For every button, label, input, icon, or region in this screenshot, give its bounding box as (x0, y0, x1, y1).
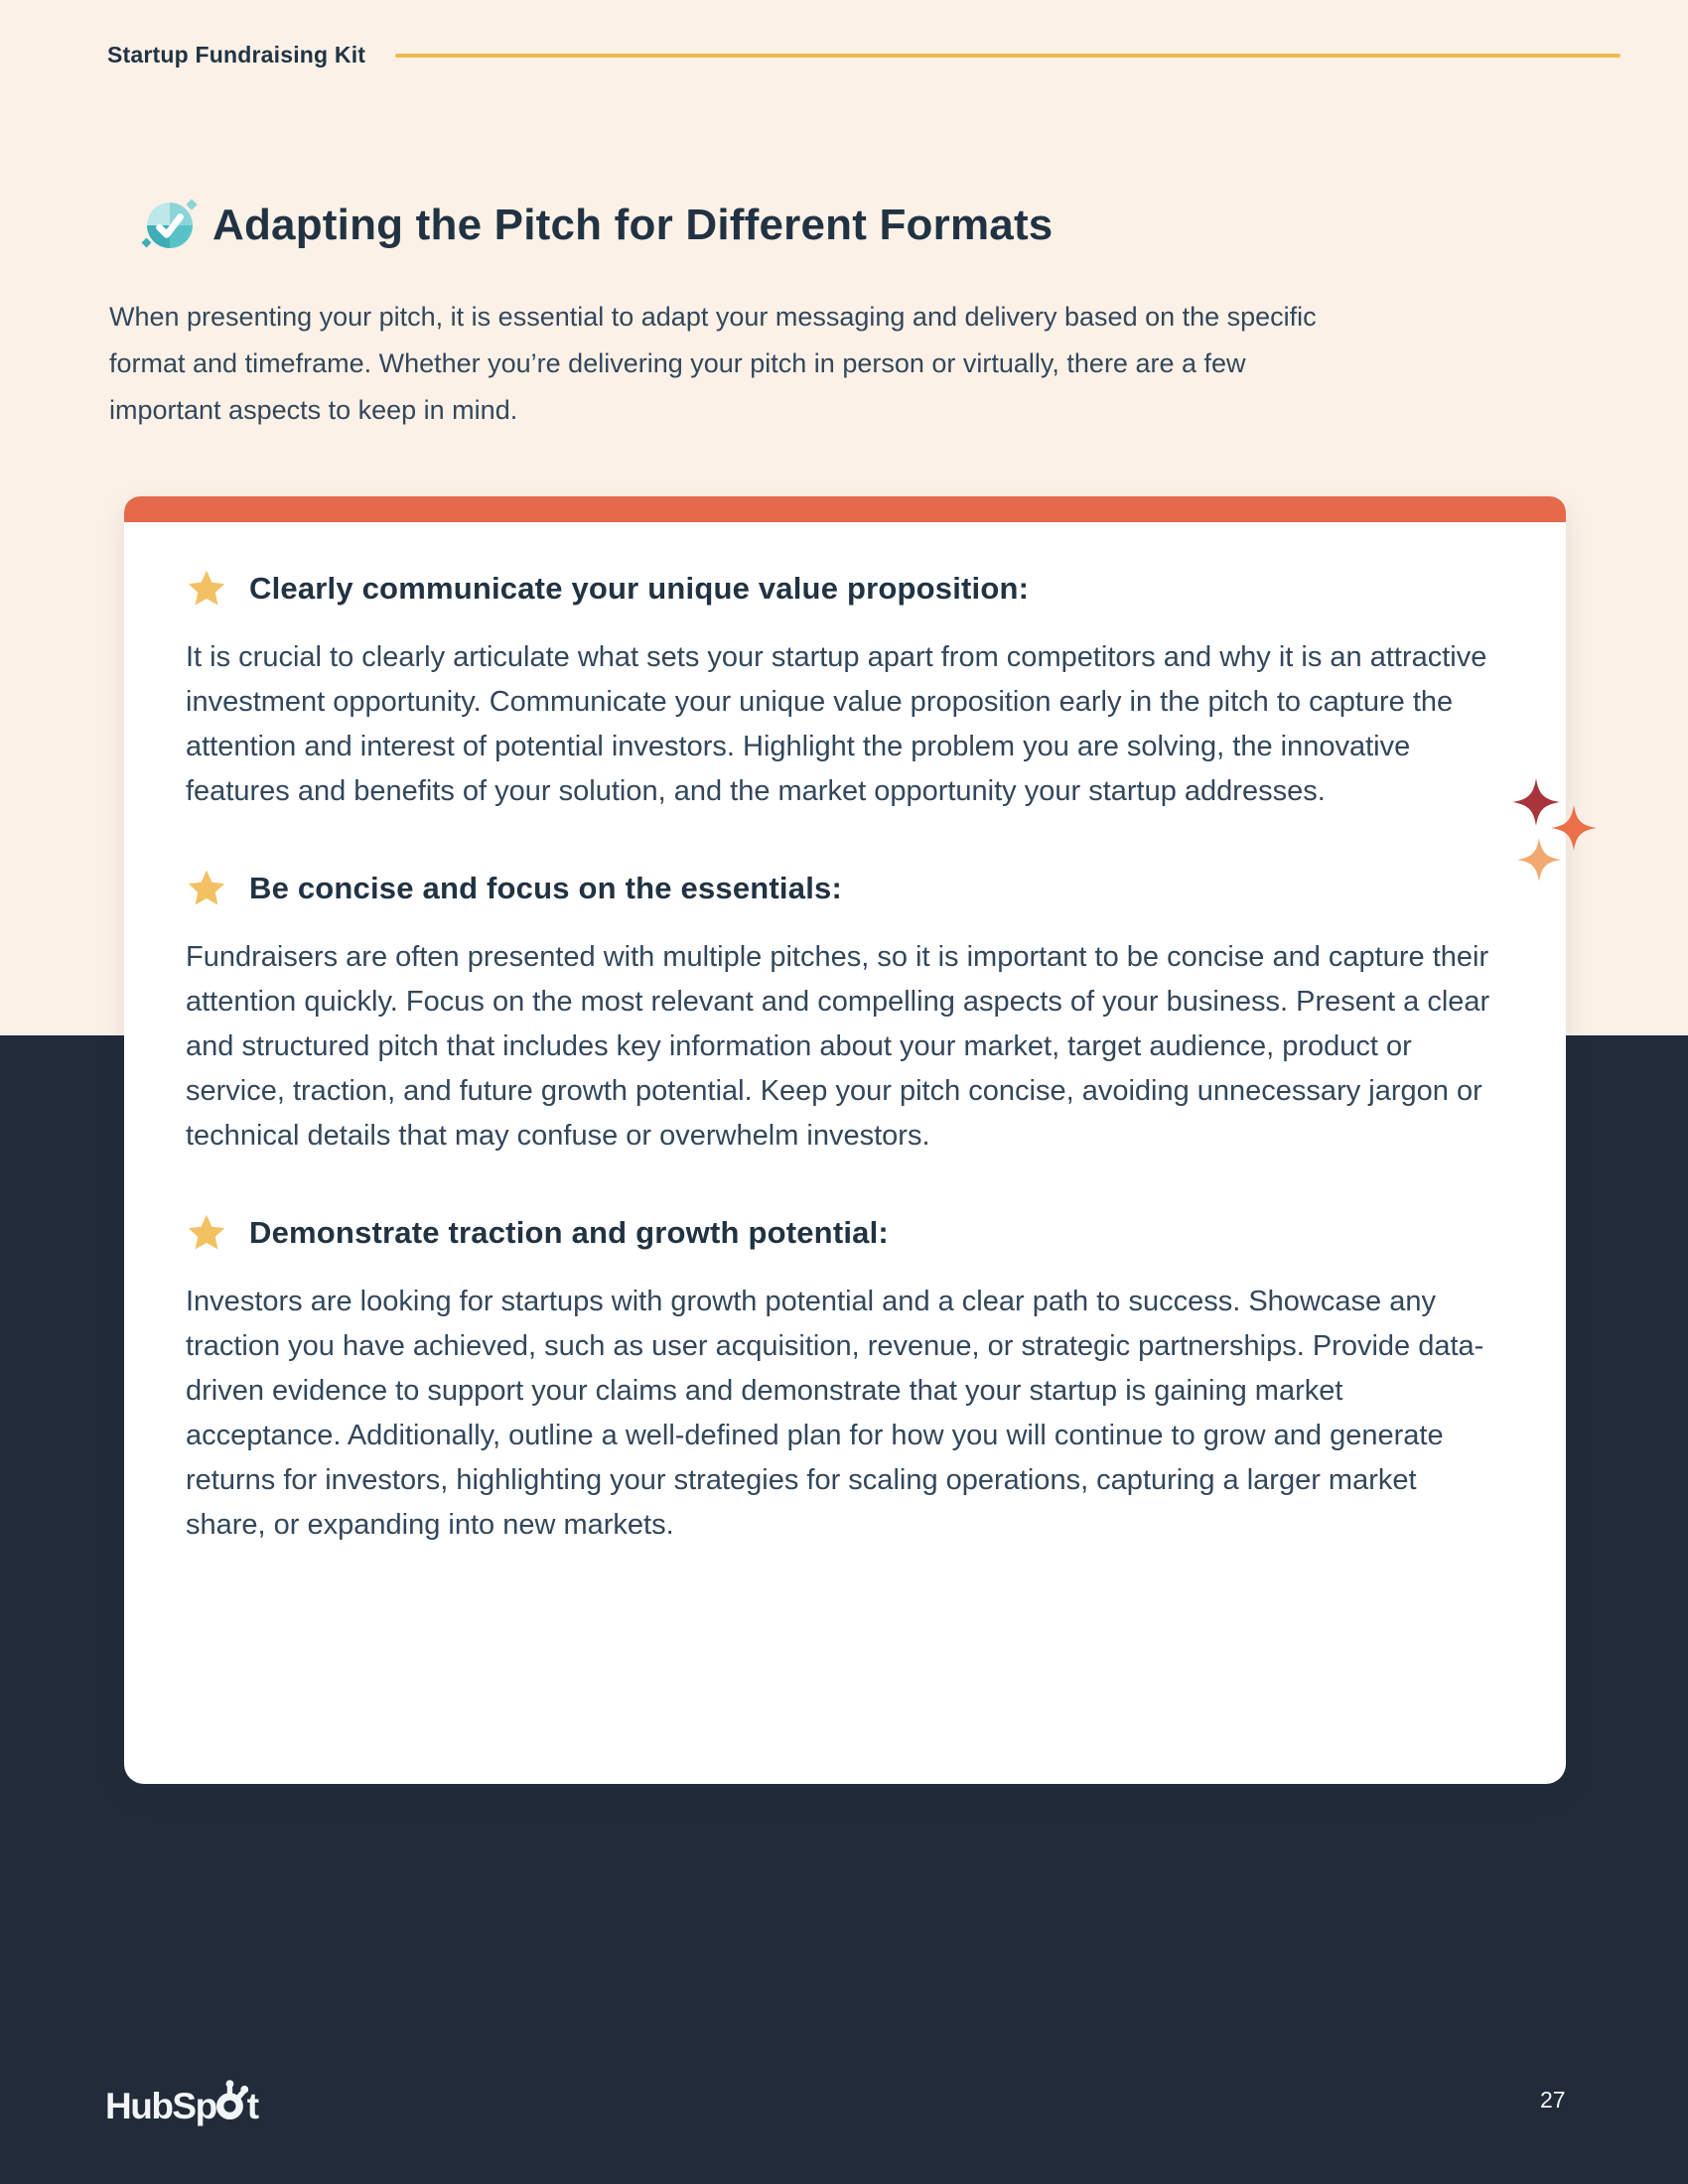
logo-text-right: t (246, 2086, 258, 2126)
card-section (186, 568, 1504, 814)
intro-paragraph: When presenting your pitch, it is essential to adapt your messaging and delivery based on the specific format and timeframe. Whether you’re delivering your pitch in person or virtually, there are a few important aspects to keep in mind. (109, 302, 1317, 425)
section-heading-row (186, 1212, 1504, 1254)
star-icon (186, 1212, 227, 1254)
section-heading-row (186, 868, 1504, 909)
section-body: Investors are looking for startups with growth potential and a clear path to success. Showcase any traction you have achieved, such as user acquisition, revenue, or strategic partnerships. Provide data-driven evidence to support your claims and demonstrate that your startup is gaining market acceptance. Additionally, outline a well-defined plan for how you will continue to grow and generate returns for investors, highlighting your strategies for scaling operations, capturing a larger market share, or expanding into new markets. (186, 1286, 1484, 1541)
kit-title: Startup Fundraising Kit (107, 42, 366, 68)
card-section (186, 868, 1504, 1159)
page-title: Adapting the Pitch for Different Formats (212, 201, 1054, 249)
section-heading-row (186, 568, 1504, 610)
card-section (186, 1212, 1504, 1548)
sparkle-decoration-cluster (1489, 754, 1618, 893)
section-heading: Clearly communicate your unique value proposition: (249, 571, 1030, 606)
card-accent-bar (124, 496, 1566, 522)
section-heading: Be concise and focus on the essentials: (249, 871, 842, 905)
sparkle-icon-peach (1517, 838, 1561, 882)
card-body (124, 522, 1566, 1548)
hubspot-logo (105, 2079, 258, 2127)
star-icon (186, 868, 227, 909)
content-card (124, 496, 1566, 1784)
section-body: Fundraisers are often presented with multiple pitches, so it is important to be concise and capture their attention quickly. Focus on the most relevant and compelling aspects of your business. Present a clear and structured pitch that includes key information about your market, target audience, product or service, traction, and future growth potential. Keep your pitch concise, avoiding unnecessary jargon or technical details that may confuse or overwhelm investors. (186, 941, 1490, 1152)
header-divider-line (395, 54, 1620, 58)
section-heading: Demonstrate traction and growth potential: (249, 1215, 889, 1250)
page-header (107, 42, 1620, 68)
star-icon (186, 568, 227, 610)
section-body: It is crucial to clearly articulate what sets your startup apart from competitors and why it is an attractive investment opportunity. Communicate your unique value proposition early in the pitch to capture the attention and interest of potential investors. Highlight the problem you are solving, the innovative features and benefits of your solution, and the market opportunity your startup addresses. (186, 641, 1487, 807)
check-circle-icon (147, 203, 193, 248)
page-number: 27 (1540, 2087, 1566, 2113)
section-title-row (147, 201, 1053, 250)
sprocket-icon (215, 2079, 248, 2119)
logo-text-left: HubSp (105, 2086, 216, 2126)
